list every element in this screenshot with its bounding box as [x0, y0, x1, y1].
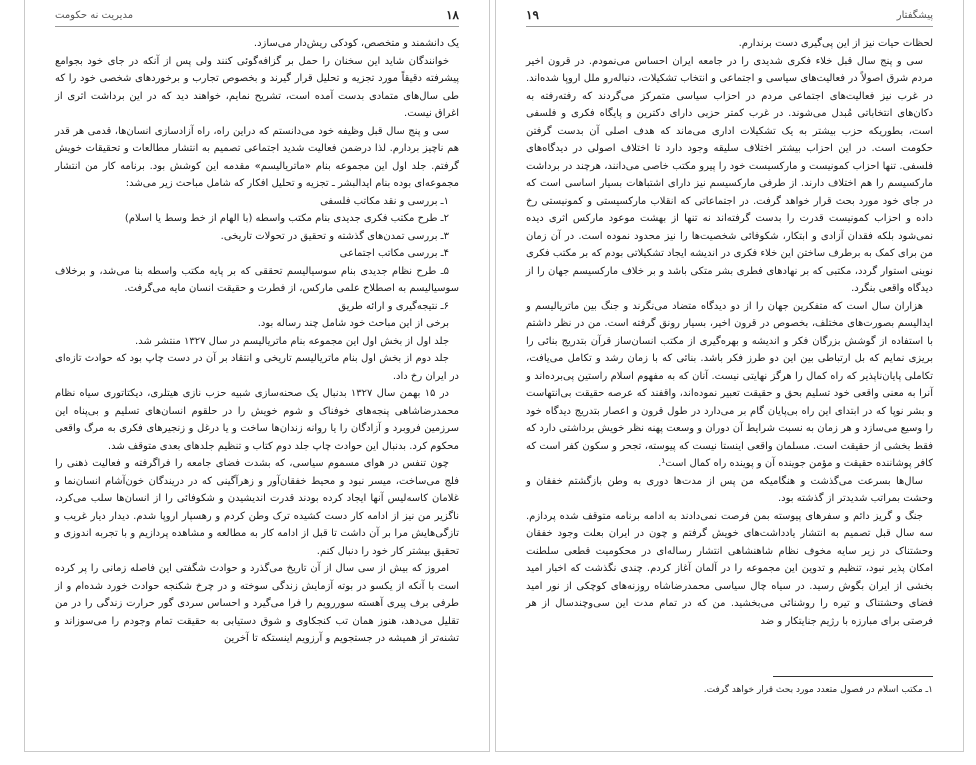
list-item: ۳ـ بررسی تمدن‌های گذشته و تحقیق در تحولات تاریخی. [220, 230, 449, 242]
paragraph: جنگ و گریز دائم و سفرهای پیوسته بمن فرصت نمی‌دادند به ادامه برنامه متوقف شده پردازم. سه سال قبل تصمیم به انتشار یادداشت‌های خویش گرفتم و چون در ایران بعلت وجود خفقان وحشتناک در زیر سایه مخوف نظام شاهنشاهی انتشار رساله‌ای در محکومیت قطعی سلطنت امکان پذیر نبود، تنظیم و تدوین این مجموعه را در آلمان آغاز کردم. چندی نگذشت که اخبار امید بخشی از ایران بگوش رسید. در سیاه چال سیاسی محمدرضاشاه روزنه‌های کوچکی از نور امید فضای وحشتناک و تیره را روشنائی می‌بخشید. من که در تمام مدت این سی‌وچندسال از هر فرصتی برای مبارزه با رژیم جنایتکار و ضد [526, 510, 933, 627]
footnote: ۱ـ مکتب اسلام در فصول متعدد مورد بحث قرار خواهد گرفت. [703, 685, 933, 695]
body-text [55, 35, 459, 648]
page-header [55, 10, 459, 27]
paragraph: چون تنفس در هوای مسموم سیاسی، که بشدت فضای جامعه را فراگرفته و فعالیت ذهنی را فلج می‌ساخت، میسر نبود و محیط خفقان‌آور و زهرآگینی که در دریندگان خون‌آشام انسان‌نما و غلامان کاسه‌لیس آنها ایجاد کرده بودند قدرت اندیشیدن و شکوفائی را از انسان‌ها سلب می‌کرد، ناگزیر من نیز از ادامه کار دست کشیده ترک وطن کردم و رهسپار اروپا شدم. دیدار دیار غریب و تازگی‌هایش مرا بر آن داشت تا قبل از ادامه کار به مطالعه و مشاهده پردازیم و با تجربه اندوزی و تحقیق بیشتر کار خود را دنبال کنم. [55, 458, 459, 557]
paragraph: جلد اول از بخش اول این مجموعه بنام ماتریالیسم در سال ۱۳۲۷ منتشر شد. [135, 335, 449, 347]
list-item: ۲ـ طرح مکتب فکری جدیدی بنام مکتب واسطه (با الهام از خط وسط یا اسلام) [124, 213, 449, 224]
paragraph: سی و پنج سال قبل خلاء فکری شدیدی را در جامعه ایران احساس می‌نمودم. در قرون اخیر مردم شرق اصولاً در فعالیت‌های سیاسی و اجتماعی و انتخاب تشکیلات، دنباله‌رو ملل اروپا شده‌اند. در غرب نیز فعالیت‌های اجتماعی مردم در احزاب سیاسی متمرکز می‌گردند که رفته‌رفته به دکان‌های انتخاباتی مُبدل می‌شوند. در غرب کمتر حزبی دارای دکترین و پایگاه فکری و فلسفی است، بطوریکه حزب بیشتر به یک تشکیلات اداری می‌ماند که هدف اصلی آن بدست گرفتن حکومت است. در این احزاب بیشتر اختلاف سلیقه وجود دارد تا اختلاف اصولی در دیدگاه‌های فلسفی. تنها احزاب کمونیست و مارکسیست خود را پیرو مکتب خاصی می‌دانند، هرچند در برداشت مارکسیسم را هم اختلاف دارند. از طرفی مارکسیسم نیز دارای اشتباهات بسیار اساسی است که در جای خود مورد بحث قرار خواهد گرفت. در اجتماعاتی که انقلاب مارکسیستی و کمونیستی رخ داده و احزاب کمونیست قدرت را بدست گرفته‌اند نه تنها از بهشت موعود مارکس اثری دیده نمی‌شود بلکه فقدان آزادی و ابتکار، شکوفائی شخصیت‌ها را نیز محدود نموده است. در آن زمان من برای کمک به برطرف ساختن این خلاء فکری در اندیشه ایجاد تشکیلاتی بودم که بر مکتب فکری نوینی استوار گردد، مکتبی که بر نهادهای فطری بشر متکی باشد و بر خلاف مارکسیسم جهان را از دیدگاه واقعی بنگرد. [526, 55, 933, 294]
running-title: مدیریت نه حکومت [55, 10, 134, 21]
right-page [495, 0, 964, 752]
footnote-divider [773, 676, 933, 677]
list-item: ۴ـ بررسی مکاتب اجتماعی [339, 248, 449, 259]
paragraph: امروز که بیش از سی سال از آن تاریخ می‌گذرد و حوادث شگفتی این فاصله زمانی را پر کرده است با آنکه از یکسو در بوته آزمایش زندگی سوخته و در چرخ شکنجه حوادث خورد شده‌ام و از طرفی برف پیری آهسته سوررویم را فرا می‌گیرد و احساس سردی گور حرارت زندگی را در من تقلیل می‌دهد، هنوز همان تب کنجکاوی و شوق دستیابی به حقیقت تمام وجودم را می‌سوزاند و تشنه‌تر از همیشه در جستجویم و آرزویم اینستکه تا آخرین [55, 563, 459, 644]
page-header [526, 10, 933, 27]
paragraph: برخی از این مباحث خود شامل چند رساله بود. [257, 318, 449, 329]
paragraph: سال‌ها بسرعت می‌گذشت و هنگامیکه من پس از مدت‌ها دوری به وطن بازگشتم خفقان و وحشت بمراتب شدیدتر از گذشته بود. [526, 475, 933, 504]
paragraph: خوانندگان شاید این سخنان را حمل بر گزافه‌گوئی کنند ولی پس از آنکه در جای خود بجوامع پیشرفته دقیقاً مورد تجزیه و تحلیل قرار گیرند و بخصوص تجارب و برخوردهای شخصی خود را که طی سال‌های متمادی بدست آمده است، تشریح نمایم، خواهند دید که در این برداشت اثری از اغراق نیست. [55, 55, 459, 119]
page-number: ۱۹ [526, 8, 539, 22]
paragraph: سی و پنج سال قبل وظیفه خود می‌دانستم که دراین راه، راه آزادسازی انسان‌ها، قدمی هر قدر هم ناچیز بردارم. لذا درضمن فعالیت شدید اجتماعی تصمیم به انتشار مطالعات و تحقیقات خویش گرفتم. جلد اول این مجموعه بنام «ماتریالیسم» مقدمه این کوشش بود. برنامه کار من انتشار مجموعه‌ای بوده بنام ایدالبشر ـ تجزیه و تحلیل افکار که شامل مباحث زیر می‌شد: [55, 125, 459, 189]
paragraph: جلد دوم از بخش اول بنام ماتریالیسم تاریخی و انتقاد بر آن در دست چاپ بود که حوادث تازه‌ای در ایران رخ داد. [55, 353, 459, 382]
paragraph: یک دانشمند و متخصص، کودکی ریش‌دار می‌سازد. [253, 38, 459, 49]
left-page [24, 0, 490, 752]
paragraph: لحظات حیات نیز از این پی‌گیری دست برندارم. [738, 38, 933, 49]
list-item: ۱ـ بررسی و نقد مکاتب فلسفی [320, 195, 449, 207]
body-text [526, 35, 933, 630]
list-item: ۵ـ طرح نظام جدیدی بنام سوسیالیسم تحققی که بر پایه مکتب واسطه بنا می‌شد، و برخلاف سوسیالیسم به اصطلاح علمی مارکس، از فطرت و حقیقت انسان مایه می‌گرفت. [55, 265, 459, 294]
paragraph: هزاران سال است که متفکرین جهان را از دو دیدگاه متضاد می‌نگرند و جنگ بین ماتریالیسم و ایدالیسم بصورت‌های مختلف، بخصوص در قرون اخیر، بسیار رونق گرفته است. من در نظر داشتم با استفاده از گوشش بزرگان فکر و اندیشه و بهره‌گیری از مکتب انسان‌ساز قرآن بتدریج بنائی را بریزی نمایم که بل ارتباطی بین این دو طرز فکر باشد. بنائی که با زمان رشد و تکامل می‌یافت، تکاملی پایان‌ناپذیر که راه کمال را هرگز نهایتی نیست. آنان که به مفهوم اسلام راستین پی‌برده‌اند و آنرا به معنی واقعی خود تسلیم بحق و حقیقت تعبیر نموده‌اند، واقفند که عرصه حقیقت بی‌انتهاست و بشر نوپا که در ابتدای این راه بی‌پایان گام بر می‌دارد در طول قرون و اعصار بتدریج دیدگاه خود را وسیع می‌سازد و هر زمان به نسبت شرایط آن دوران و وسعت پهنه نظر خویش برداشتی دارد که فقط بخشی از حقیقت است. مسلمان واقعی اینستا نیست که پیوسته، تجحر و سکون کفر است که کافر پوشاننده حقیقت و مؤمن جوینده آن و پوینده راه کمال است¹. [526, 300, 933, 469]
list-item: ۶ـ نتیجه‌گیری و ارائه طریق [338, 300, 449, 312]
paragraph: در ۱۵ بهمن سال ۱۳۲۷ بدنبال یک صحنه‌سازی شبیه حزب نازی هیتلری، دیکتاتوری سیاه نظام محمدرضاشاهی پنجه‌های خوفناک و شوم خویش را در حلقوم انسان‌های تسلیم و بی‌پناه این سرزمین فروبرد و آزادگان را یا روانه زندان‌ها ساخت و یا درغل و زنجیرهای فکری به مرگ واقعی محکوم کرد. بدنبال این حوادث چاپ جلد دوم کتاب و تنظیم جلدهای بعدی متوقف شد. [55, 388, 459, 452]
running-title: پیشگفتار [896, 10, 933, 21]
page-number: ۱۸ [446, 8, 459, 22]
